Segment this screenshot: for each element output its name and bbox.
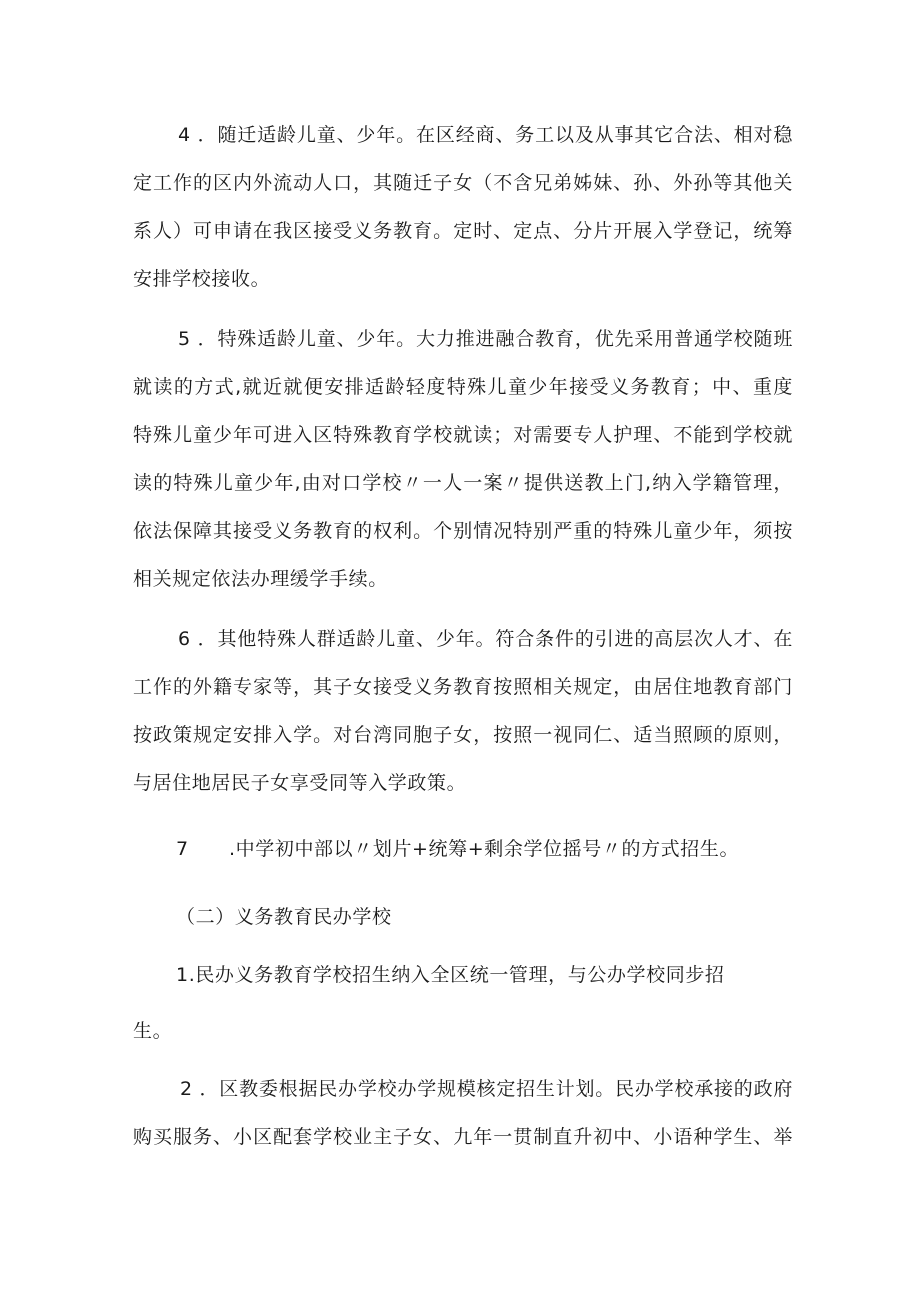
item-5-line-1: 5 ．特殊适龄儿童、少年。大力推进融合教育，优先采用普通学校随班 [178, 328, 793, 350]
item-5-line-4: 读的特殊儿童少年,由对口学校〃一人一案〃提供送教上门,纳入学籍管理， [133, 472, 793, 494]
item-5-line-2: 就读的方式,就近就便安排适龄轻度特殊儿童少年接受义务教育；中、重度 [133, 376, 793, 398]
private-item-2-line-2: 购买服务、小区配套学校业主子女、九年一贯制直升初中、小语种学生、举 [133, 1126, 793, 1148]
item-4-line-2: 定工作的区内外流动人口，其随迁子女（不含兄弟姊妹、孙、外孙等其他关 [133, 172, 793, 194]
private-item-1-line-2: 生。 [133, 1020, 173, 1042]
private-item-2-line-1: 2 ．区教委根据民办学校办学规模核定招生计划。民办学校承接的政府 [180, 1078, 793, 1100]
section-2-heading: （二）义务教育民办学校 [176, 906, 392, 928]
item-4-line-1: 4 ．随迁适龄儿童、少年。在区经商、务工以及从事其它合法、相对稳 [178, 124, 793, 146]
item-4-line-4: 安排学校接收。 [133, 268, 271, 290]
item-5-line-3: 特殊儿童少年可进入区特殊教育学校就读；对需要专人护理、不能到学校就 [133, 424, 793, 446]
item-6-line-1: 6 ．其他特殊人群适龄儿童、少年。符合条件的引进的高层次人才、在 [178, 628, 793, 650]
private-item-1-line-1: 1.民办义务教育学校招生纳入全区统一管理，与公办学校同步招 [176, 964, 725, 986]
item-5-line-6: 相关规定依法办理缓学手续。 [133, 568, 388, 590]
item-7-number: 7 [176, 838, 189, 860]
item-5-line-5: 依法保障其接受义务教育的权利。个别情况特别严重的特殊儿童少年，须按 [133, 520, 793, 542]
item-6-line-2: 工作的外籍专家等，其子女接受义务教育按照相关规定，由居住地教育部门 [133, 676, 793, 698]
item-6-line-3: 按政策规定安排入学。对台湾同胞子女，按照一视同仁、适当照顾的原则， [133, 724, 793, 746]
item-7-text: .中学初中部以〃划片+统筹+剩余学位摇号〃的方式招生。 [229, 838, 740, 860]
item-4-line-3: 系人）可申请在我区接受义务教育。定时、定点、分片开展入学登记，统筹 [133, 220, 793, 242]
item-6-line-4: 与居住地居民子女享受同等入学政策。 [133, 772, 467, 794]
